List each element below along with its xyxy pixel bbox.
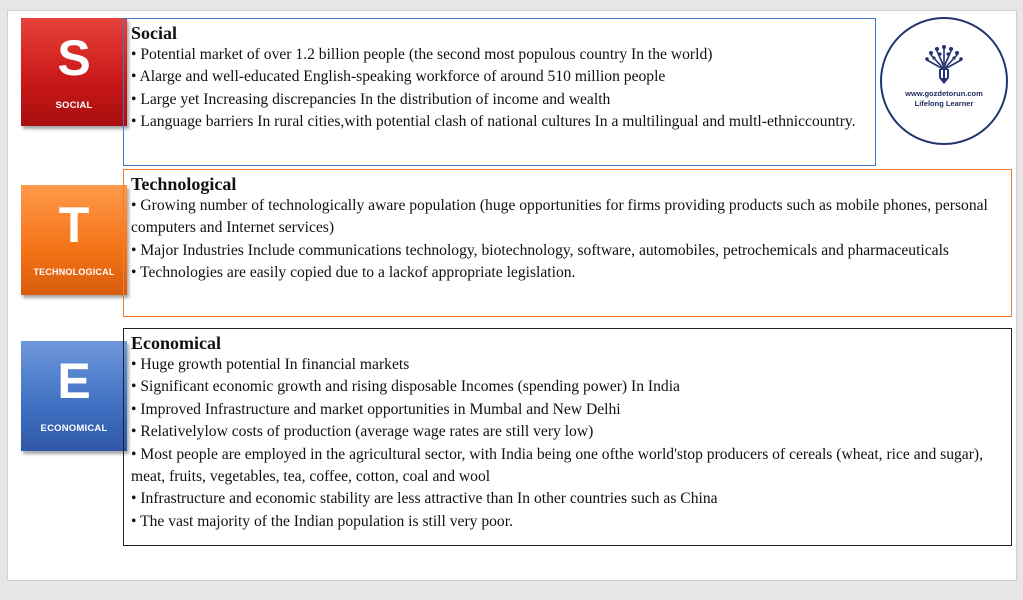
technological-item: • Growing number of technologically aware population (huge opportunities for firms providing products such as mobile phones, personal computers and Internet services) [131, 195, 1003, 240]
economical-heading: Economical [131, 333, 221, 353]
technological-item: • Major Industries Include communications technology, biotechnology, software, automobiles, petrochemicals and pharmaceuticals [131, 240, 1003, 262]
economical-item: • Improved Infrastructure and market opportunities in Mumbal and New Delhi [131, 399, 1003, 421]
economical-item: • Most people are employed in the agricultural sector, with India being one ofthe world'stop producers of cereals (wheat, rice and sugar), meat, fruits, vegetables, tea, coffee, cotton, coal and wool [131, 444, 1003, 489]
social-item: • Alarge and well-educated English-speaking workforce of around 510 million people [131, 66, 867, 88]
technological-heading: Technological [131, 174, 237, 194]
logo-tagline: Lifelong Learner [914, 99, 974, 108]
social-heading: Social [131, 23, 178, 43]
economical-box [123, 328, 1012, 546]
economical-item: • Relativelylow costs of production (average wage rates are still very low) [131, 421, 1003, 443]
economical-tile-letter: E [57, 353, 91, 409]
social-tile [21, 18, 127, 126]
economical-tile-label: ECONOMICAL [40, 423, 108, 434]
economical-item: • Infrastructure and economic stability are less attractive than In other countries such as China [131, 488, 1003, 510]
social-box [123, 18, 876, 166]
logo-url: www.gozdetorun.com [905, 89, 983, 98]
technological-list [131, 195, 1003, 285]
social-tile-label: SOCIAL [55, 100, 93, 111]
technological-box [123, 169, 1012, 317]
economical-item: • The vast majority of the Indian population is still very poor. [131, 511, 1003, 533]
logo-badge [880, 17, 1008, 145]
economical-tile [21, 341, 127, 451]
social-item: • Language barriers In rural cities,with potential clash of national cultures In a multilingual and multl-ethniccountry. [131, 111, 867, 133]
economical-item: • Huge growth potential In financial markets [131, 354, 1003, 376]
pencil-tree-icon [921, 43, 967, 85]
technological-tile-label: TECHNOLOGICAL [33, 267, 115, 277]
technological-tile [21, 185, 127, 295]
slide [7, 10, 1017, 581]
technological-item: • Technologies are easily copied due to a lackof appropriate legislation. [131, 262, 1003, 284]
social-tile-letter: S [57, 30, 91, 86]
economical-list [131, 354, 1003, 533]
social-item: • Large yet Increasing discrepancies In the distribution of income and wealth [131, 89, 867, 111]
economical-item: • Significant economic growth and rising disposable Incomes (spending power) In India [131, 376, 1003, 398]
social-item: • Potential market of over 1.2 billion people (the second most populous country In the world) [131, 44, 867, 66]
social-list [131, 44, 867, 134]
technological-tile-letter: T [58, 197, 90, 253]
